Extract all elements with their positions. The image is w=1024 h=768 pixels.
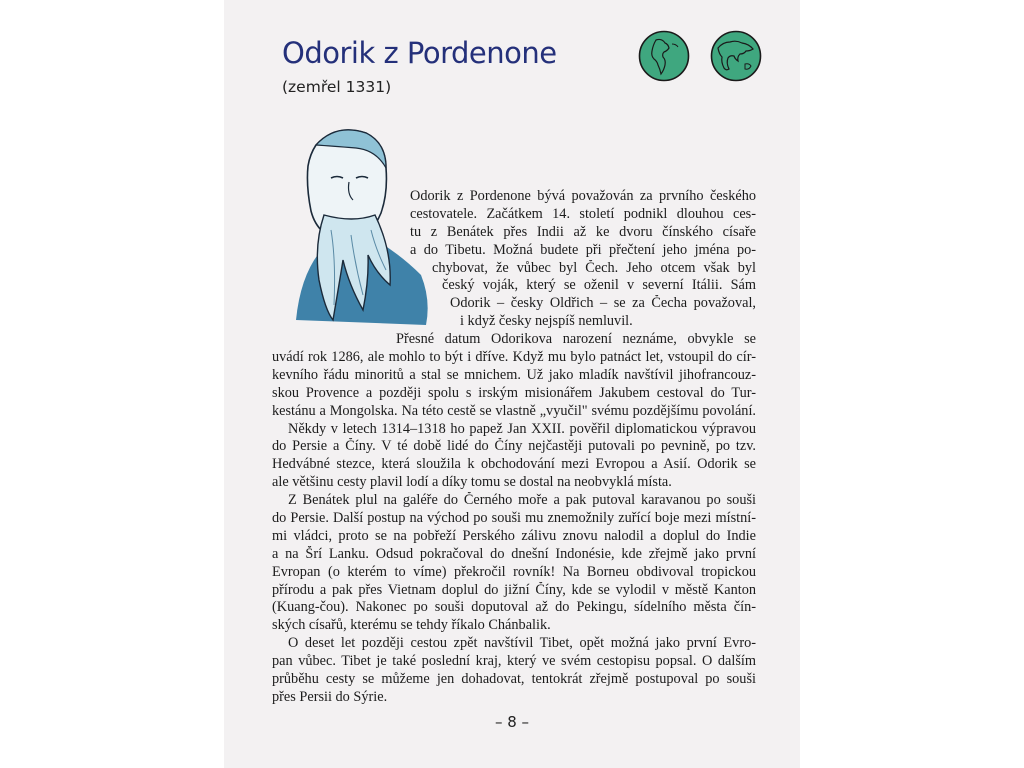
page-number: – 8 – [494, 713, 530, 731]
book-page [224, 0, 800, 768]
globe-americas-icon [638, 30, 690, 82]
text-line: a do Tibetu. Možná budete při přečtení jeho jména po- [410, 241, 756, 258]
text-line: Evropan (o kterém to víme) překročil rovník! Na Borneu obdivoval tropickou [272, 563, 756, 580]
text-line: i když česky nejspíš nemluvil. [460, 313, 633, 330]
text-line: přírodu a pak přes Vietnam doplul do jižní Číny, kde se vylodil v městě Kanton [272, 581, 756, 598]
text-line: pan vůbec. Tibet je také poslední kraj, který ve svém cestopisu popsal. O dalším [272, 653, 756, 670]
text-line: a na Šrí Lanku. Odsud pokračoval do dnešní Indonésie, kde zřejmě jako první [272, 545, 756, 562]
article-body [272, 188, 756, 707]
text-line: kevního řádu minoritů a stal se mnichem. Už jako mladík navštívil jihofrancouz- [272, 366, 756, 383]
text-line: mi vládci, proto se na pobřeží Perského zálivu znovu nalodil a doplul do Indie [272, 527, 756, 544]
text-line: Odorik – česky Oldřich – se za Čecha považoval, [450, 295, 756, 312]
text-line: chybovat, že vůbec byl Čech. Jeho otcem však byl [432, 259, 756, 276]
text-line: český voják, který se oženil v severní Itálii. Sám [442, 277, 756, 294]
text-line: Hedvábné stezce, která sloužila k obchodování mezi Evropou a Asií. Odorik se [272, 456, 756, 473]
text-line: kestánu a Mongolska. Na této cestě se vlastně „vyučil" svému pozdějšímu povolání. [272, 402, 756, 419]
text-line: ských císařů, kterému se tehdy říkalo Chánbalik. [272, 617, 551, 634]
text-line: do Persie. Další postup na východ po souši mu znemožnily zuřící boje mezi místní- [272, 510, 756, 527]
text-line: do Persie a Číny. V té době lidé do Číny nejčastěji putovali po pevnině, po tzv. [272, 438, 756, 455]
text-line: (Kuang-čou). Nakonec po souši doputoval až do Pekingu, sídelního města čín- [272, 599, 756, 616]
text-line: cestovatele. Začátkem 14. století podnikl dlouhou ces- [410, 205, 756, 222]
text-line: Někdy v letech 1314–1318 ho papež Jan XXII. pověřil diplomatickou výpravou [288, 420, 756, 437]
text-line: Z Benátek plul na galéře do Černého moře a pak putoval karavanou po souši [288, 492, 756, 509]
globe-eurasia-icon [710, 30, 762, 82]
text-line: O deset let později cestou zpět navštívil Tibet, opět možná jako první Evro- [288, 635, 756, 652]
page-subtitle: (zemřel 1331) [282, 78, 392, 96]
text-line: Odorik z Pordenone bývá považován za prvního českého [410, 188, 756, 204]
text-line: ale většinu cesty plavil lodí a díky tomu se dostal na neobvyklá místa. [272, 474, 672, 491]
text-line: tu z Benátek přes Indii až ke dvoru čínského císaře [410, 223, 756, 240]
text-line: průběhu cesty se můžeme jen dohadovat, tentokrát zřejmě postupoval po souši [272, 671, 756, 688]
text-line: Přesné datum Odorikova narození neznáme, obvykle se [396, 331, 756, 348]
text-line: přes Persii do Sýrie. [272, 688, 388, 705]
text-line: uvádí rok 1286, ale mohlo to být i dříve. Když mu bylo patnáct let, vstoupil do cír- [272, 349, 756, 366]
text-line: skou Provence a později spolu s irským misionářem Jakubem cestoval do Tur- [272, 384, 756, 401]
page-title: Odorik z Pordenone [282, 36, 557, 70]
